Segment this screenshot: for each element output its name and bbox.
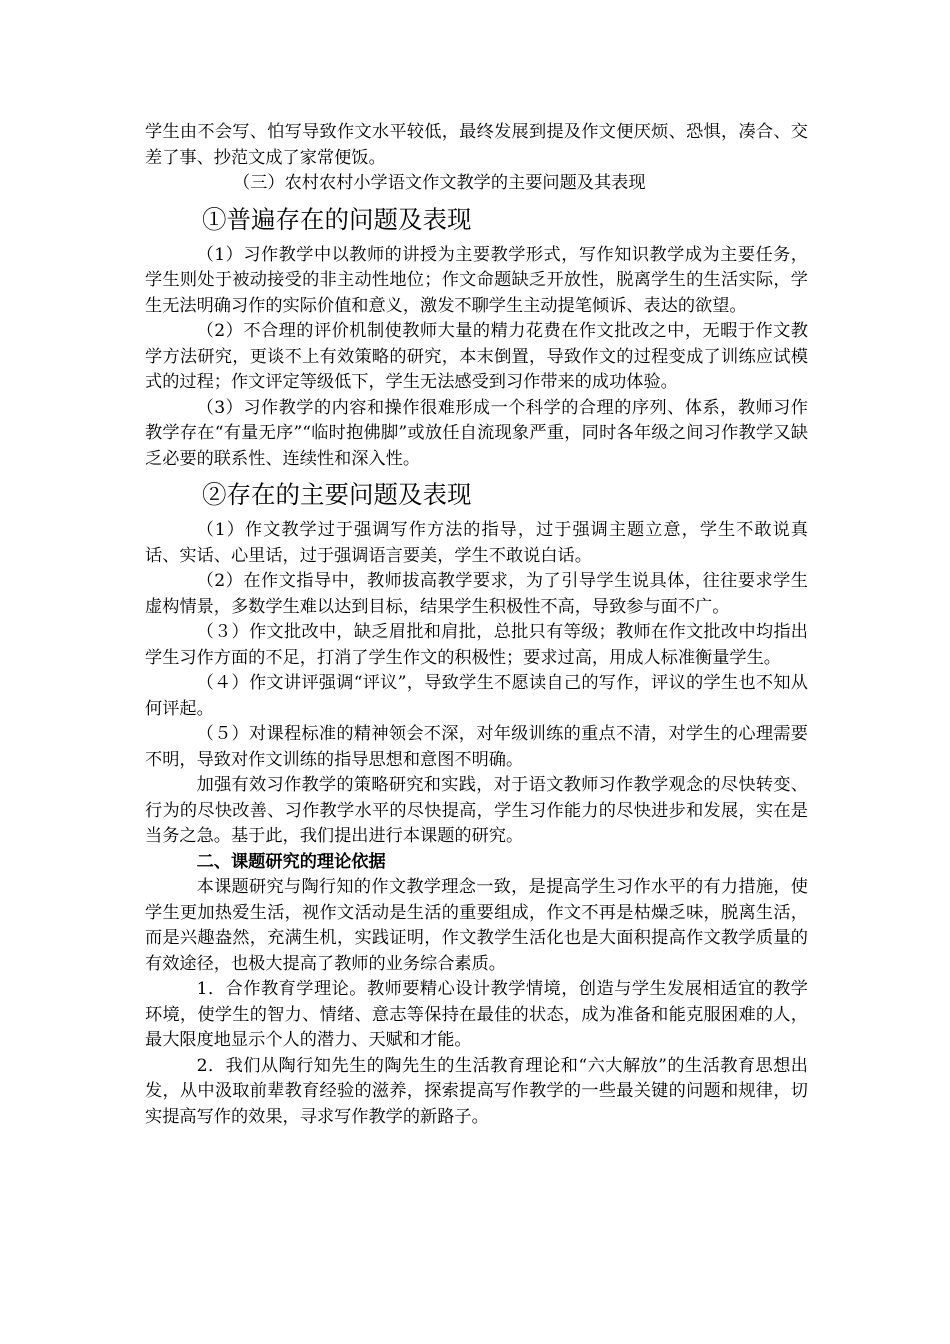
paragraph-theory-1: 1．合作教育学理论。教师要精心设计教学情境，创造与学生发展相适宜的教学环境，使学生的智力、情绪、意志等保持在最佳的状态，成为准备和能克服困难的人，最大限度地显示个人的潜力、天赋和才能。 (145, 979, 808, 1050)
section-heading-theory: 二、课题研究的理论依据 (196, 851, 386, 872)
paragraph-main-4: （４）作文讲评强调“评议”，导致学生不愿读自己的写作，评议的学生也不知从何评起。 (145, 673, 808, 719)
paragraph-theory-2: 2．我们从陶行知先生的陶先生的生活教育理论和“六大解放”的生活教育思想出发，从中汲取前辈教育经验的滋养，探索提高写作教学的一些最关键的问题和规律，切实提高写作的效果，寻求写作教学的新路子。 (145, 1055, 808, 1127)
paragraph-main-5: （５）对课程标准的精神领会不深，对年级训练的重点不清，对学生的心理需要不明，导致对作文训练的指导思想和意图不明确。 (145, 724, 808, 770)
paragraph-intro: 学生由不会写、怕写导致作文水平较低，最终发展到提及作文便厌烦、恐惧，凑合、交差了事、抄范文成了家常便饭。 (145, 122, 808, 168)
paragraph-main-1: （1）作文教学过于强调写作方法的指导，过于强调主题立意，学生不敢说真话、实话、心里话，过于强调语言要美，学生不敢说白话。 (145, 520, 808, 566)
paragraph-main-3: （３）作文批改中，缺乏眉批和肩批，总批只有等级；教师在作文批改中均指出学生习作方面的不足，打消了学生作文的积极性；要求过高，用成人标准衡量学生。 (145, 622, 808, 668)
document-page (145, 120, 808, 1130)
paragraph-theory-intro: 本课题研究与陶行知的作文教学理念一致，是提高学生习作水平的有力措施，使学生更加热爱生活，视作文活动是生活的重要组成，作文不再是枯燥乏味，脱离生活，而是兴趣盎然，充满生机，实践证明，作文教学生活化也是大面积提高作文教学质量的有效途径，也极大提高了教师的业务综合素质。 (145, 877, 808, 974)
paragraph-strategy: 加强有效习作教学的策略研究和实践，对于语文教师习作教学观念的尽快转变、行为的尽快改善、习作教学水平的尽快提高，学生习作能力的尽快进步和发展，实在是当务之急。基于此，我们提出进行本课题的研究。 (145, 775, 808, 846)
paragraph-common-1: （1）习作教学中以教师的讲授为主要教学形式，写作知识教学成为主要任务，学生则处于被动接受的非主动性地位；作文命题缺乏开放性，脱离学生的生活实际，学生无法明确习作的实际价值和意义，激发不聊学生主动提笔倾诉、表达的欲望。 (145, 244, 808, 316)
subheading-main-problems: ②存在的主要问题及表现 (202, 480, 472, 509)
section-heading-3: （三）农村农村小学语文作文教学的主要问题及其表现 (233, 173, 646, 193)
paragraph-common-2: （2）不合理的评价机制使教师大量的精力花费在作文批改之中，无暇于作文教学方法研究，更谈不上有效策略的研究，本末倒置，导致作文的过程变成了训练应试模式的过程；作文评定等级低下，学生无法感受到习作带来的成功体验。 (145, 321, 808, 392)
subheading-common-problems: ①普遍存在的问题及表现 (202, 204, 472, 234)
paragraph-common-3: （3）习作教学的内容和操作很难形成一个科学的合理的序列、体系，教师习作教学存在“有量无序”“临时抱佛脚”或放任自流现象严重，同时各年级之间习作教学又缺乏必要的联系性、连续性和深入性。 (145, 397, 808, 469)
paragraph-main-2: （2）在作文指导中，教师拔高教学要求，为了引导学生说具体，往往要求学生虚构情景，多数学生难以达到目标，结果学生积极性不高，导致参与面不广。 (145, 571, 808, 617)
